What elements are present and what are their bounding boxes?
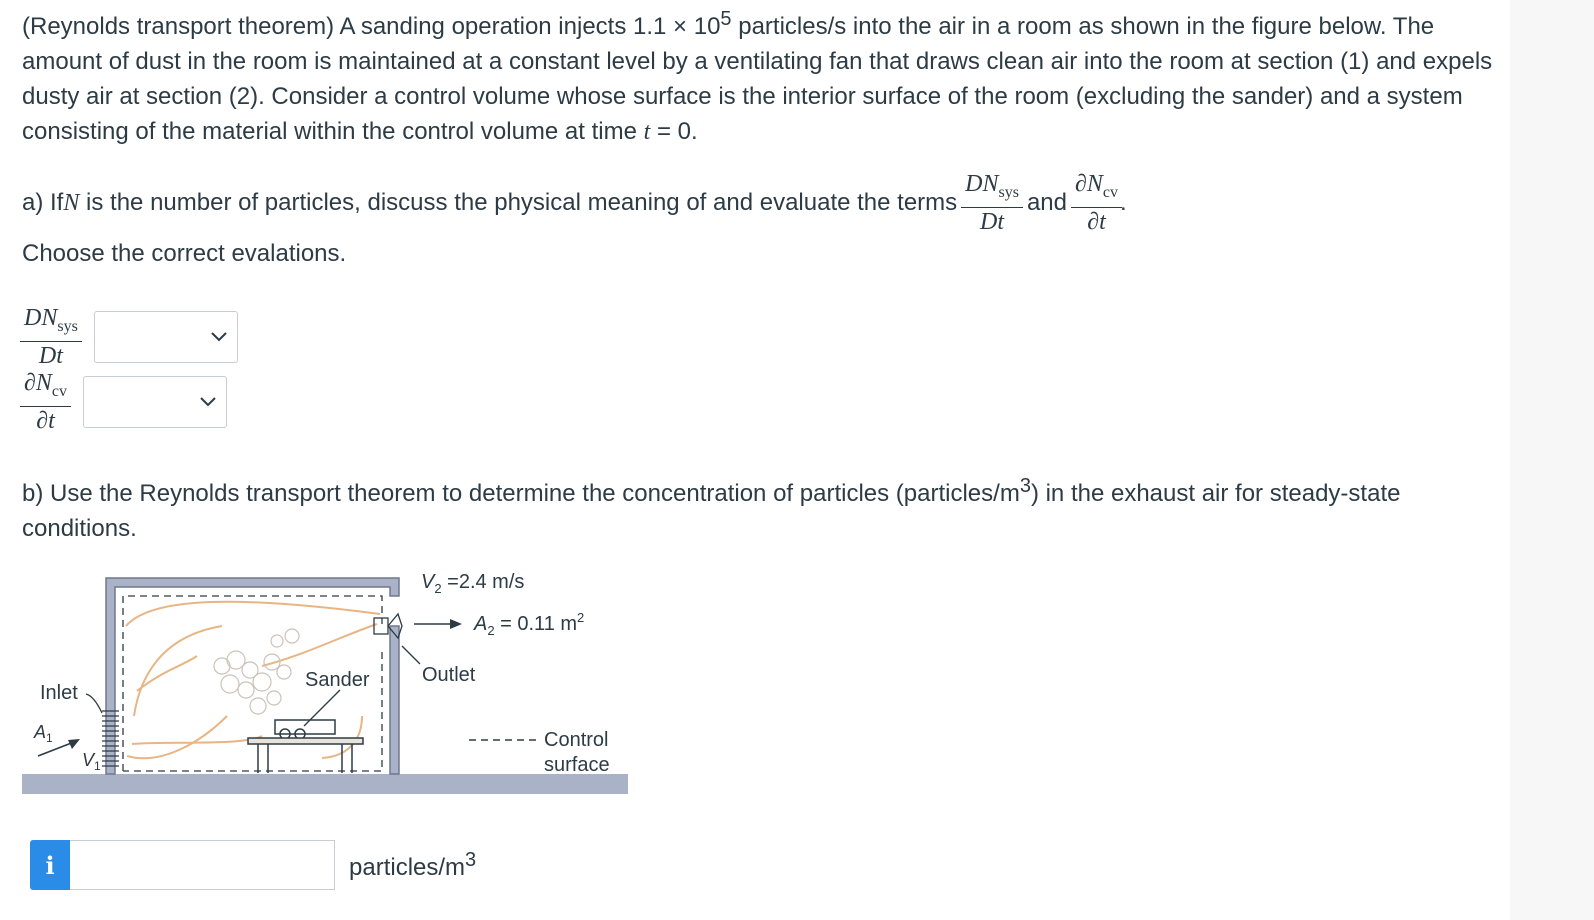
- v1-arrowhead: [68, 739, 80, 749]
- concentration-input[interactable]: [70, 840, 335, 890]
- outlet-label: Outlet: [422, 664, 476, 686]
- right-margin-strip: [1510, 0, 1594, 920]
- exponent: 5: [720, 8, 732, 30]
- dnsys-dt-fraction: $\frac{DN_{sys}}{Dt}$: [963, 170, 1021, 236]
- a1-label: $A_1$: [34, 722, 53, 745]
- problem-statement: (Reynolds transport theorem) A sanding operation injects $1.1 \times 10^5$ particles/s into the air in a room as shown in the figure below. The amount of dust in the room is maintained at a constant level by a ventilating fan that draws clean air into the room at section (1) and expels dusty air at section (2). Consider a control volume whose surface is the interior surface of the room (excluding the sander) and a system consisting of the material within the control volume at time t = 0.: [22, 8, 1493, 145]
- surface-label: surface: [544, 754, 610, 776]
- choose-instruction: Choose the correct evalations.: [22, 240, 347, 267]
- part-a-question: a) If N is the number of particles, discuss the physical meaning of and evaluate the terms $\frac{DN_{sys}}{Dt}$ and $\frac{\partial N_{cv}}{\partial t}$ .: [22, 171, 1127, 235]
- chevron-down-icon: [198, 391, 218, 411]
- outlet-leader: [402, 646, 420, 664]
- v1-label: $V_1$: [82, 750, 101, 773]
- v2-label: $V_2 =2.4$ m/s: [421, 571, 525, 596]
- answer-row: [30, 840, 476, 890]
- dncv-dt-fraction: $\frac{\partial N_{cv}}{\partial t}$: [1073, 170, 1120, 236]
- info-icon[interactable]: i: [30, 840, 70, 890]
- a2-label: $A_2 = 0.11$ $m^2$: [474, 610, 585, 638]
- room-ventilation-figure: [22, 566, 628, 796]
- control-label: Control: [544, 729, 609, 751]
- chevron-down-icon: [209, 326, 229, 346]
- v2-arrowhead: [450, 619, 462, 629]
- dncv-dt-select[interactable]: [83, 376, 227, 428]
- v1-arrow: [38, 742, 74, 756]
- part-b-question: b) Use the Reynolds transport theorem to determine the concentration of particles $(particles/m^3)$ in the exhaust air for steady-state conditions.: [22, 475, 1401, 542]
- n-variable: N: [63, 189, 80, 216]
- dncv-dt-row: [22, 369, 227, 435]
- dnsys-dt-select[interactable]: [94, 311, 238, 363]
- dnsys-dt-label: $\frac{DN_{sys}}{Dt}$: [22, 304, 80, 370]
- inlet-label: Inlet: [40, 682, 78, 704]
- dncv-dt-label: $\frac{\partial N_{cv}}{\partial t}$: [22, 369, 69, 435]
- time-variable: t: [643, 119, 651, 145]
- room-wall-right: [390, 626, 399, 774]
- units-label: particles/$m^3$: [349, 848, 477, 881]
- dnsys-dt-row: [22, 304, 238, 370]
- sander-label: Sander: [305, 669, 370, 691]
- inlet-leader: [86, 694, 102, 713]
- dust-cloud: [214, 629, 299, 714]
- floor: [22, 774, 628, 794]
- sander: [248, 720, 363, 773]
